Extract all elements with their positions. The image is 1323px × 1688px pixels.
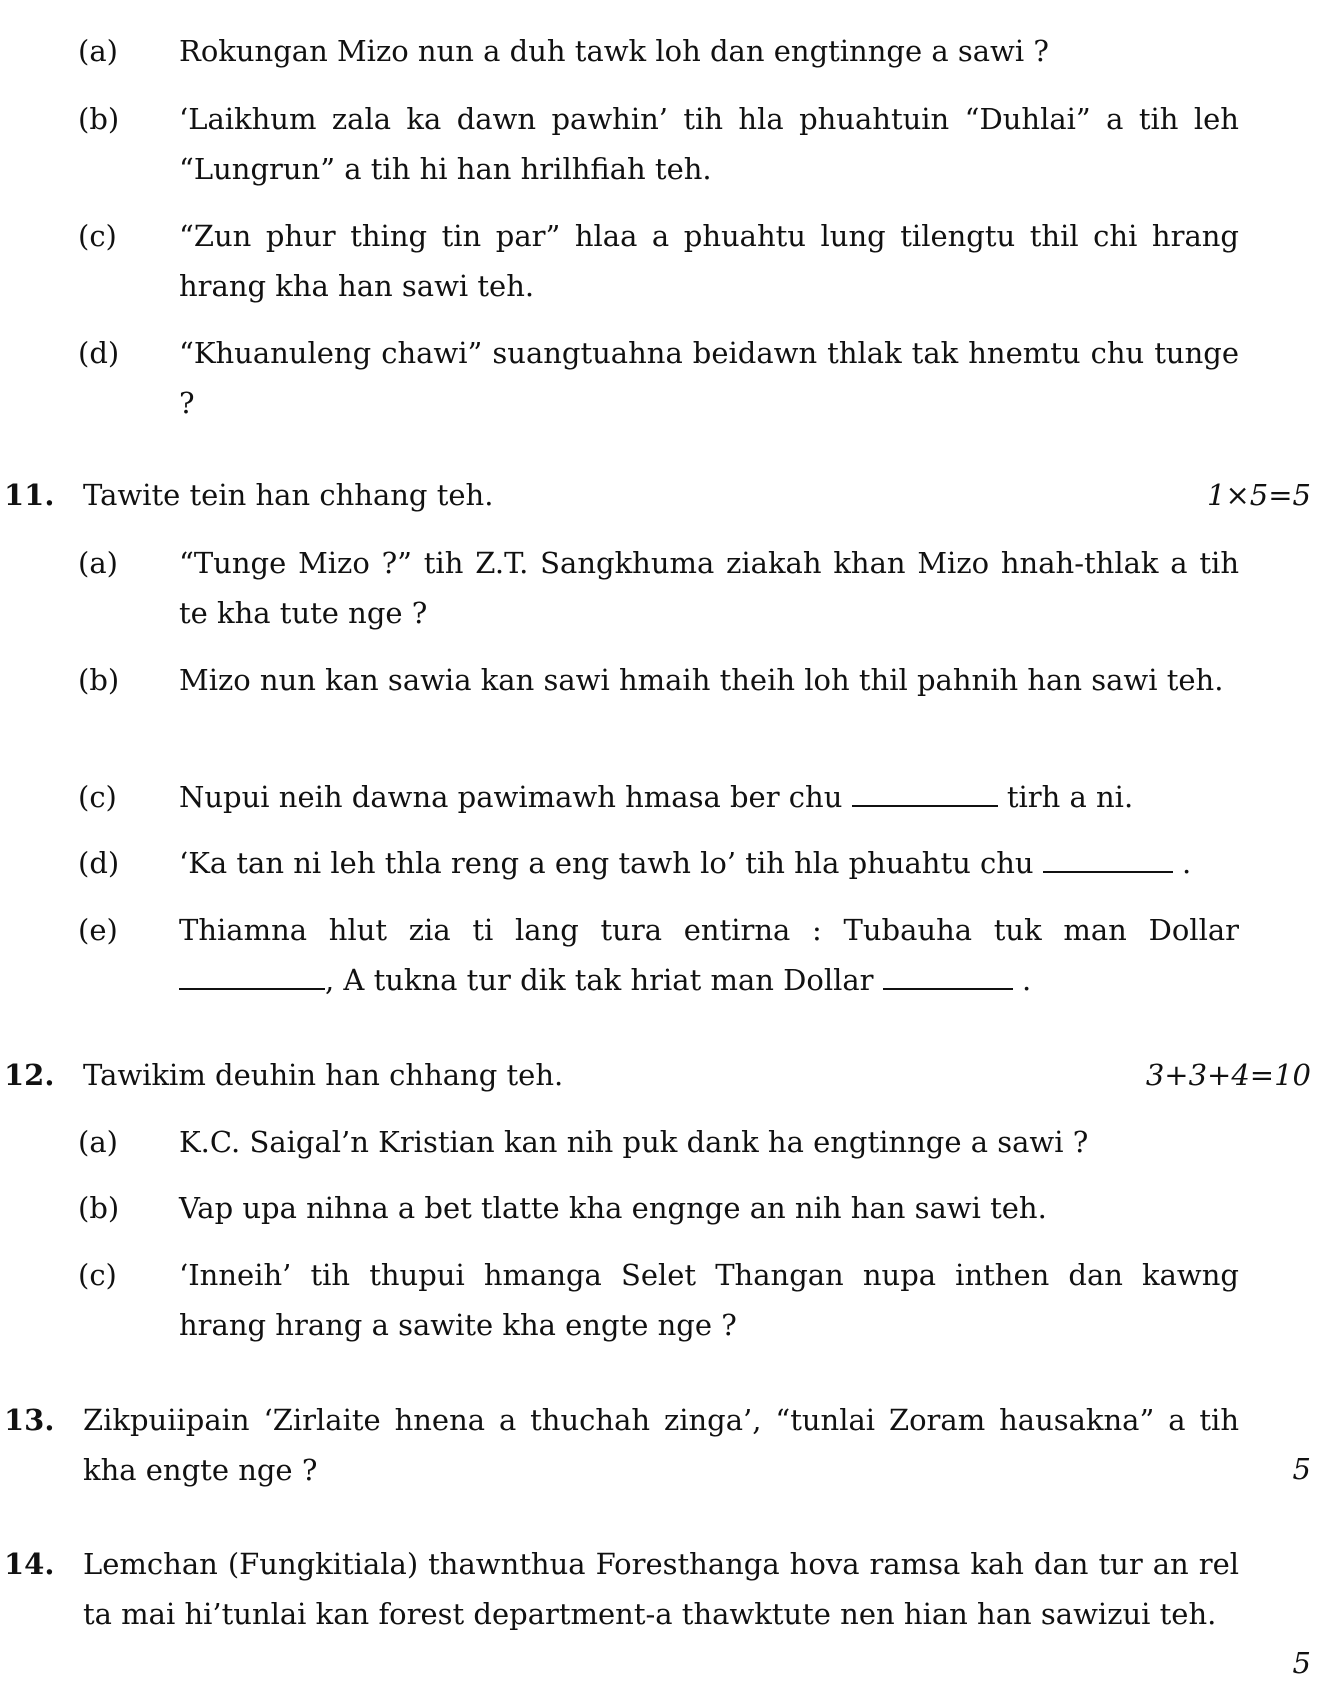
q11c-before: Nupui neih dawna pawimawh hmasa ber chu [179, 780, 843, 814]
q11-marks: 1×5=5 [1207, 478, 1311, 512]
q14-number: 14. [4, 1547, 55, 1581]
q10a-label: (a) [78, 34, 118, 68]
q10a-text: Rokungan Mizo nun a duh tawk loh dan engtinnge a sawi ? [179, 34, 1049, 68]
q12b-text: Vap upa nihna a bet tlatte kha engnge an nih han sawi teh. [179, 1191, 1047, 1225]
q11b-label: (b) [78, 663, 120, 697]
q11a-label: (a) [78, 546, 118, 580]
q11c-after: tirh a ni. [1006, 780, 1134, 814]
q12b-label: (b) [78, 1191, 120, 1225]
q11e-after: . [1021, 963, 1032, 997]
q13-text: Zikpuiipain ‘Zirlaite hnena a thuchah zinga’, “tunlai Zoram hausakna” a tih kha engte nge ? [83, 1403, 1239, 1487]
q11-text: Tawite tein han chhang teh. [83, 478, 494, 512]
q13-number: 13. [4, 1403, 55, 1437]
q11e-line1: Thiamna hlut zia ti lang tura entirna : Tubauha tuk man Dollar [179, 913, 1239, 947]
q12-number: 12. [4, 1058, 55, 1092]
q14-marks: 5 [1292, 1646, 1311, 1680]
q13-marks: 5 [1292, 1452, 1311, 1486]
q11e-blank-1[interactable] [179, 962, 325, 990]
q12a-text: K.C. Saigal’n Kristian kan nih puk dank ha engtinnge a sawi ? [179, 1125, 1089, 1159]
q11d-blank[interactable] [1043, 845, 1173, 873]
q11d-text [179, 838, 1239, 888]
q11c-text [179, 772, 1239, 822]
q11e-mid: , A tukna tur dik tak hriat man Dollar [325, 963, 874, 997]
q11c-label: (c) [78, 780, 117, 814]
q10b-text: ‘Laikhum zala ka dawn pawhin’ tih hla phuahtuin “Duhlai” a tih leh “Lungrun” a tih hi han hrilhfiah teh. [179, 102, 1239, 186]
q10c-text: “Zun phur thing tin par” hlaa a phuahtu lung tilengtu thil chi hrang hrang kha han sawi teh. [179, 219, 1239, 303]
q11d-before: ‘Ka tan ni leh thla reng a eng tawh lo’ tih hla phuahtu chu [179, 846, 1034, 880]
q11a-text: “Tunge Mizo ?” tih Z.T. Sangkhuma ziakah khan Mizo hnah-thlak a tih te kha tute nge ? [179, 546, 1239, 630]
q12c-label: (c) [78, 1258, 117, 1292]
q12c-text: ‘Inneih’ tih thupui hmanga Selet Thangan nupa inthen dan kawng hrang hrang a sawite kha engte nge ? [179, 1258, 1239, 1342]
q11d-after: . [1182, 846, 1192, 880]
q11c-blank[interactable] [852, 779, 998, 807]
q12-marks: 3+3+4=10 [1145, 1058, 1311, 1092]
q10d-text: “Khuanuleng chawi” suangtuahna beidawn thlak tak hnemtu chu tunge ? [179, 336, 1239, 420]
q10d-label: (d) [78, 336, 120, 370]
q11e-text [179, 905, 1239, 1005]
q11-number: 11. [4, 478, 55, 512]
q11e-label: (e) [78, 913, 118, 947]
q14-text: Lemchan (Fungkitiala) thawnthua Foresthanga hova ramsa kah dan tur an rel ta mai hi’tunlai kan forest department-a thawktute nen hian han sawizui teh. [83, 1547, 1239, 1631]
q12-text: Tawikim deuhin han chhang teh. [83, 1058, 564, 1092]
q10b-label: (b) [78, 102, 120, 136]
q11e-blank-2[interactable] [883, 962, 1013, 990]
q11d-label: (d) [78, 846, 120, 880]
q12a-label: (a) [78, 1125, 118, 1159]
q10c-label: (c) [78, 219, 117, 253]
q11b-text: Mizo nun kan sawia kan sawi hmaih theih loh thil pahnih han sawi teh. [179, 663, 1224, 697]
